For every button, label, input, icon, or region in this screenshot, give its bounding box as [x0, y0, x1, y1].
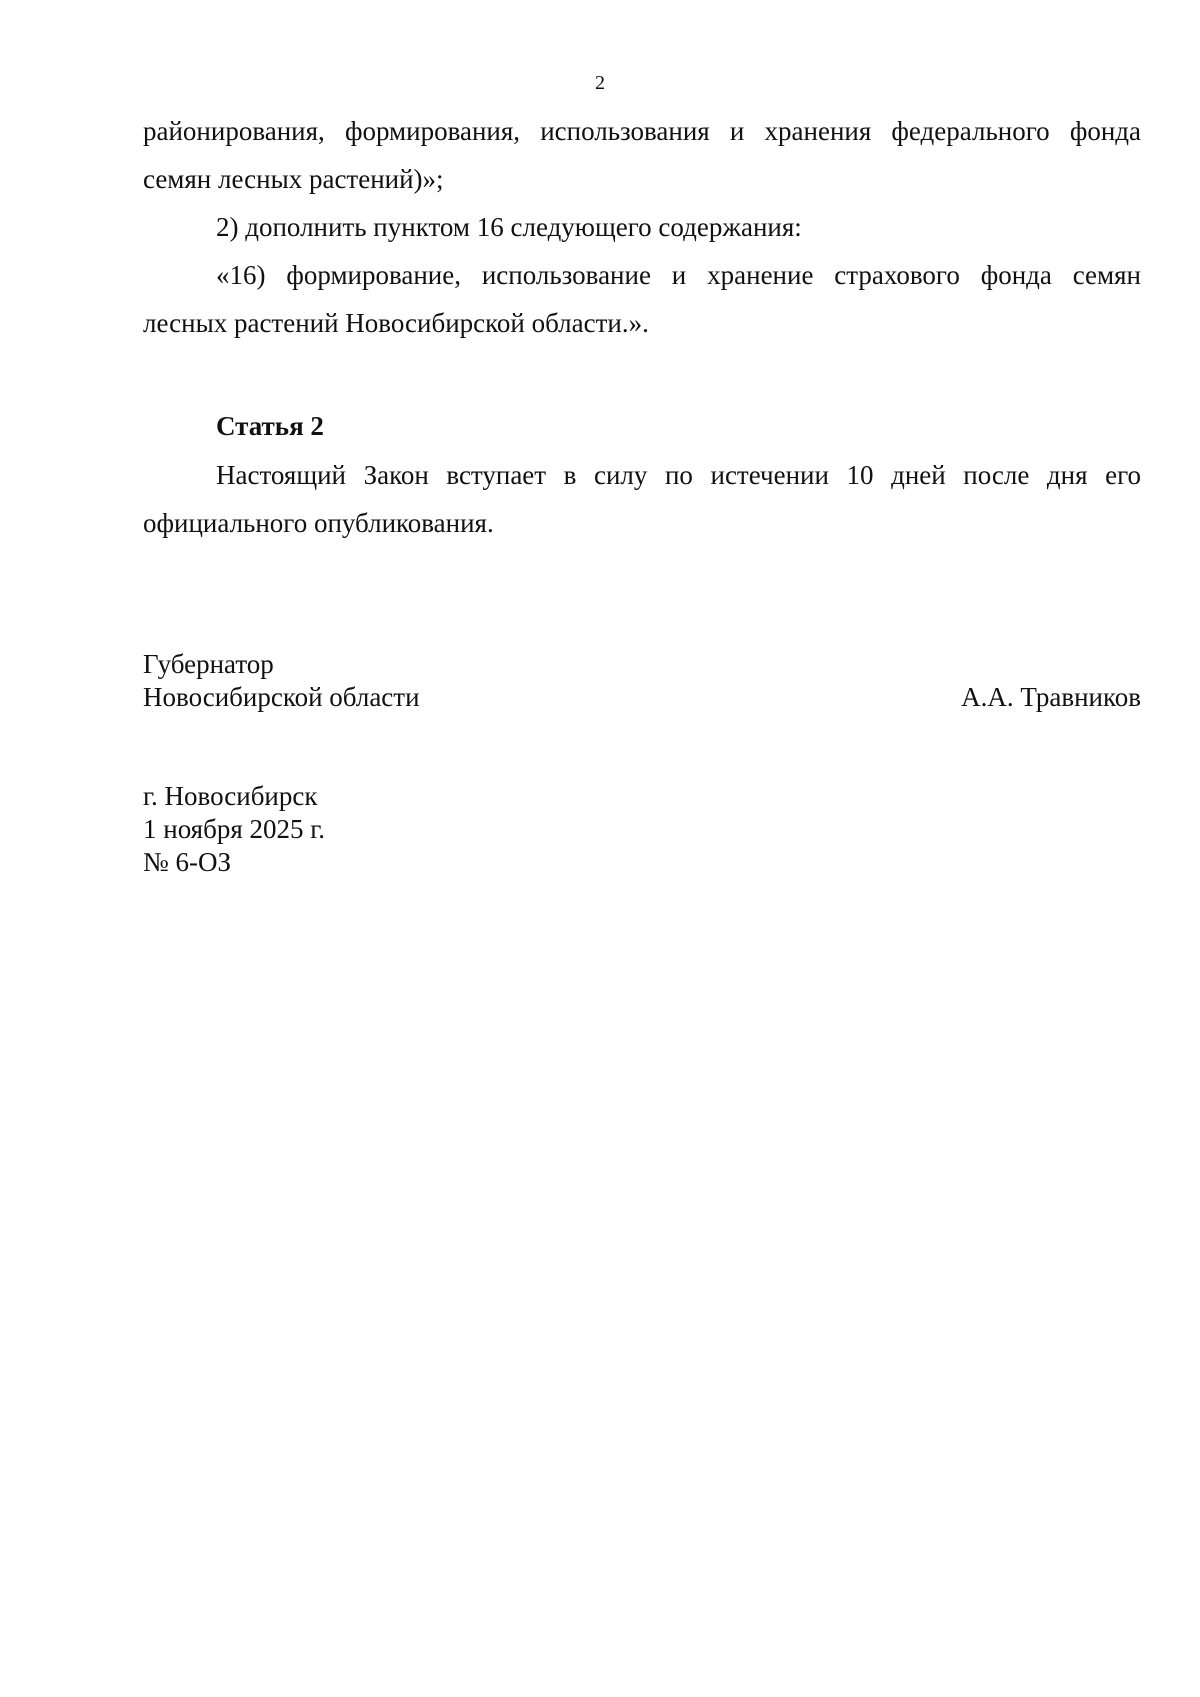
city: г. Новосибирск: [143, 781, 318, 811]
signer-title-line: Новосибирской области: [143, 682, 420, 712]
paragraph-line: Настоящий Закон вступает в силу по истечении 10 дней после дня его: [216, 460, 1141, 490]
amendment-text: [143, 107, 1141, 347]
place-date-block: [143, 780, 325, 879]
page-number: 2: [595, 72, 605, 94]
paragraph-line: лесных растений Новосибирской области.».: [143, 308, 649, 338]
signature-block: [143, 648, 1141, 714]
paragraph-line: районирования, формирования, использования и хранения федерального фонда: [143, 116, 1141, 146]
article-heading: Статья 2: [216, 411, 324, 441]
paragraph-line: семян лесных растений)»;: [143, 164, 444, 194]
paragraph-item-2: 2) дополнить пунктом 16 следующего содержания:: [216, 212, 802, 242]
paragraph-line: «16) формирование, использование и хранение страхового фонда семян: [216, 260, 1141, 290]
paragraph-line: официального опубликования.: [143, 508, 494, 538]
signer-title-line: Губернатор: [143, 649, 274, 679]
date: 1 ноября 2025 г.: [143, 814, 326, 844]
law-number: № 6-ОЗ: [143, 847, 232, 877]
signer-name: А.А. Травников: [961, 682, 1141, 712]
article-text: [143, 451, 1141, 547]
